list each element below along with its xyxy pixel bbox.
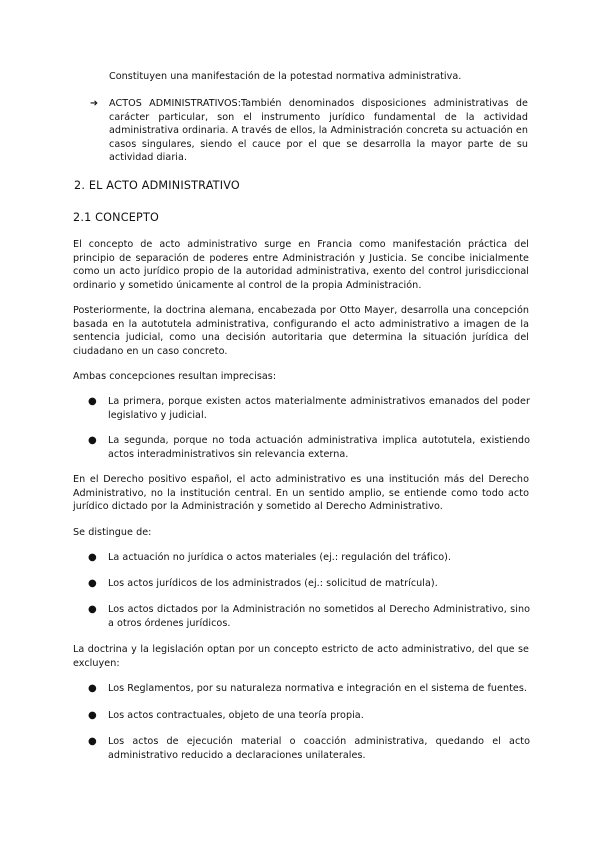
list-item: ● Los Reglamentos, por su naturaleza normativa e integración en el sistema de fuentes. [88,683,528,694]
bullet-icon: ● [88,604,97,615]
list-item: ● Los actos jurídicos de los administrados (ej.: solicitud de matrícula). [88,578,438,589]
paragraph-doctrina-alemana: Posteriormente, la doctrina alemana, encabezada por Otto Mayer, desarrolla una concepción basada en la autotutela administrativa, configurando el acto administrativo a imagen de la sentencia judicial, como una decisión autoritaria que determina la situación jurídica del ciudadano en un caso concreto. [73,305,529,357]
bullet-icon: ● [88,396,97,407]
paragraph-origen: El concepto de acto administrativo surge en Francia como manifestación práctica del principio de separación de poderes entre Administración y Justicia. Se concibe inicialmente como un acto jurídico propio de la autoridad administrativa, exento del control jurisdiccional ordinario y sometido únicamente al control de la propia Administración. [73,239,529,291]
bullet-icon: ● [88,710,97,721]
subsection-title: 2.1 CONCEPTO [73,211,160,224]
bullet-icon: ● [88,683,97,694]
list-item: ● La actuación no jurídica o actos materiales (ej.: regulación del tráfico). [88,552,452,563]
list-item: ● La primera, porque existen actos materialmente administrativos emanados del poder legislativo y judicial. [88,396,530,421]
paragraph-derecho-positivo: En el Derecho positivo español, el acto administrativo es una institución más del Derecho Administrativo, no la institución central. En un sentido amplio, se entiende como todo acto jurídico dictado por la Administración y sometido al Derecho Administrativo. [73,474,529,513]
bullet-icon: ● [88,552,97,563]
bullet-icon: ● [88,736,97,747]
paragraph-doctrina-legislacion: La doctrina y la legislación optan por un concepto estricto de acto administrativo, del que se excluyen: [73,644,529,669]
paragraph-ambas-concepciones: Ambas concepciones resultan imprecisas: [73,371,277,382]
actos-administrativos-item [90,97,528,165]
section-title: 2. EL ACTO ADMINISTRATIVO [74,179,240,192]
intro-line: Constituyen una manifestación de la potestad normativa administrativa. [109,71,462,82]
actos-administrativos-text: ACTOS ADMINISTRATIVOS:También denominados disposiciones administrativas de carácter particular, son el instrumento jurídico fundamental de la actividad administrativa ordinaria. A través de ellos, la Administración concreta su actuación en casos singulares, siendo el cauce por el que se desarrolla la mayor parte de su actividad diaria. [109,98,528,164]
list-item: ● La segunda, porque no toda actuación administrativa implica autotutela, existiendo actos interadministrativos sin relevancia externa. [88,435,530,460]
arrow-icon: ➔ [90,98,99,109]
list-item: ● Los actos contractuales, objeto de una teoría propia. [88,710,364,721]
bullet-icon: ● [88,578,97,589]
list-item: ● Los actos dictados por la Administración no sometidos al Derecho Administrativo, sino a otros órdenes jurídicos. [88,604,530,629]
list-item: ● Los actos de ejecución material o coacción administrativa, quedando el acto administrativo reducido a declaraciones unilaterales. [88,736,530,761]
bullet-icon: ● [88,435,97,446]
paragraph-se-distingue: Se distingue de: [73,527,152,538]
